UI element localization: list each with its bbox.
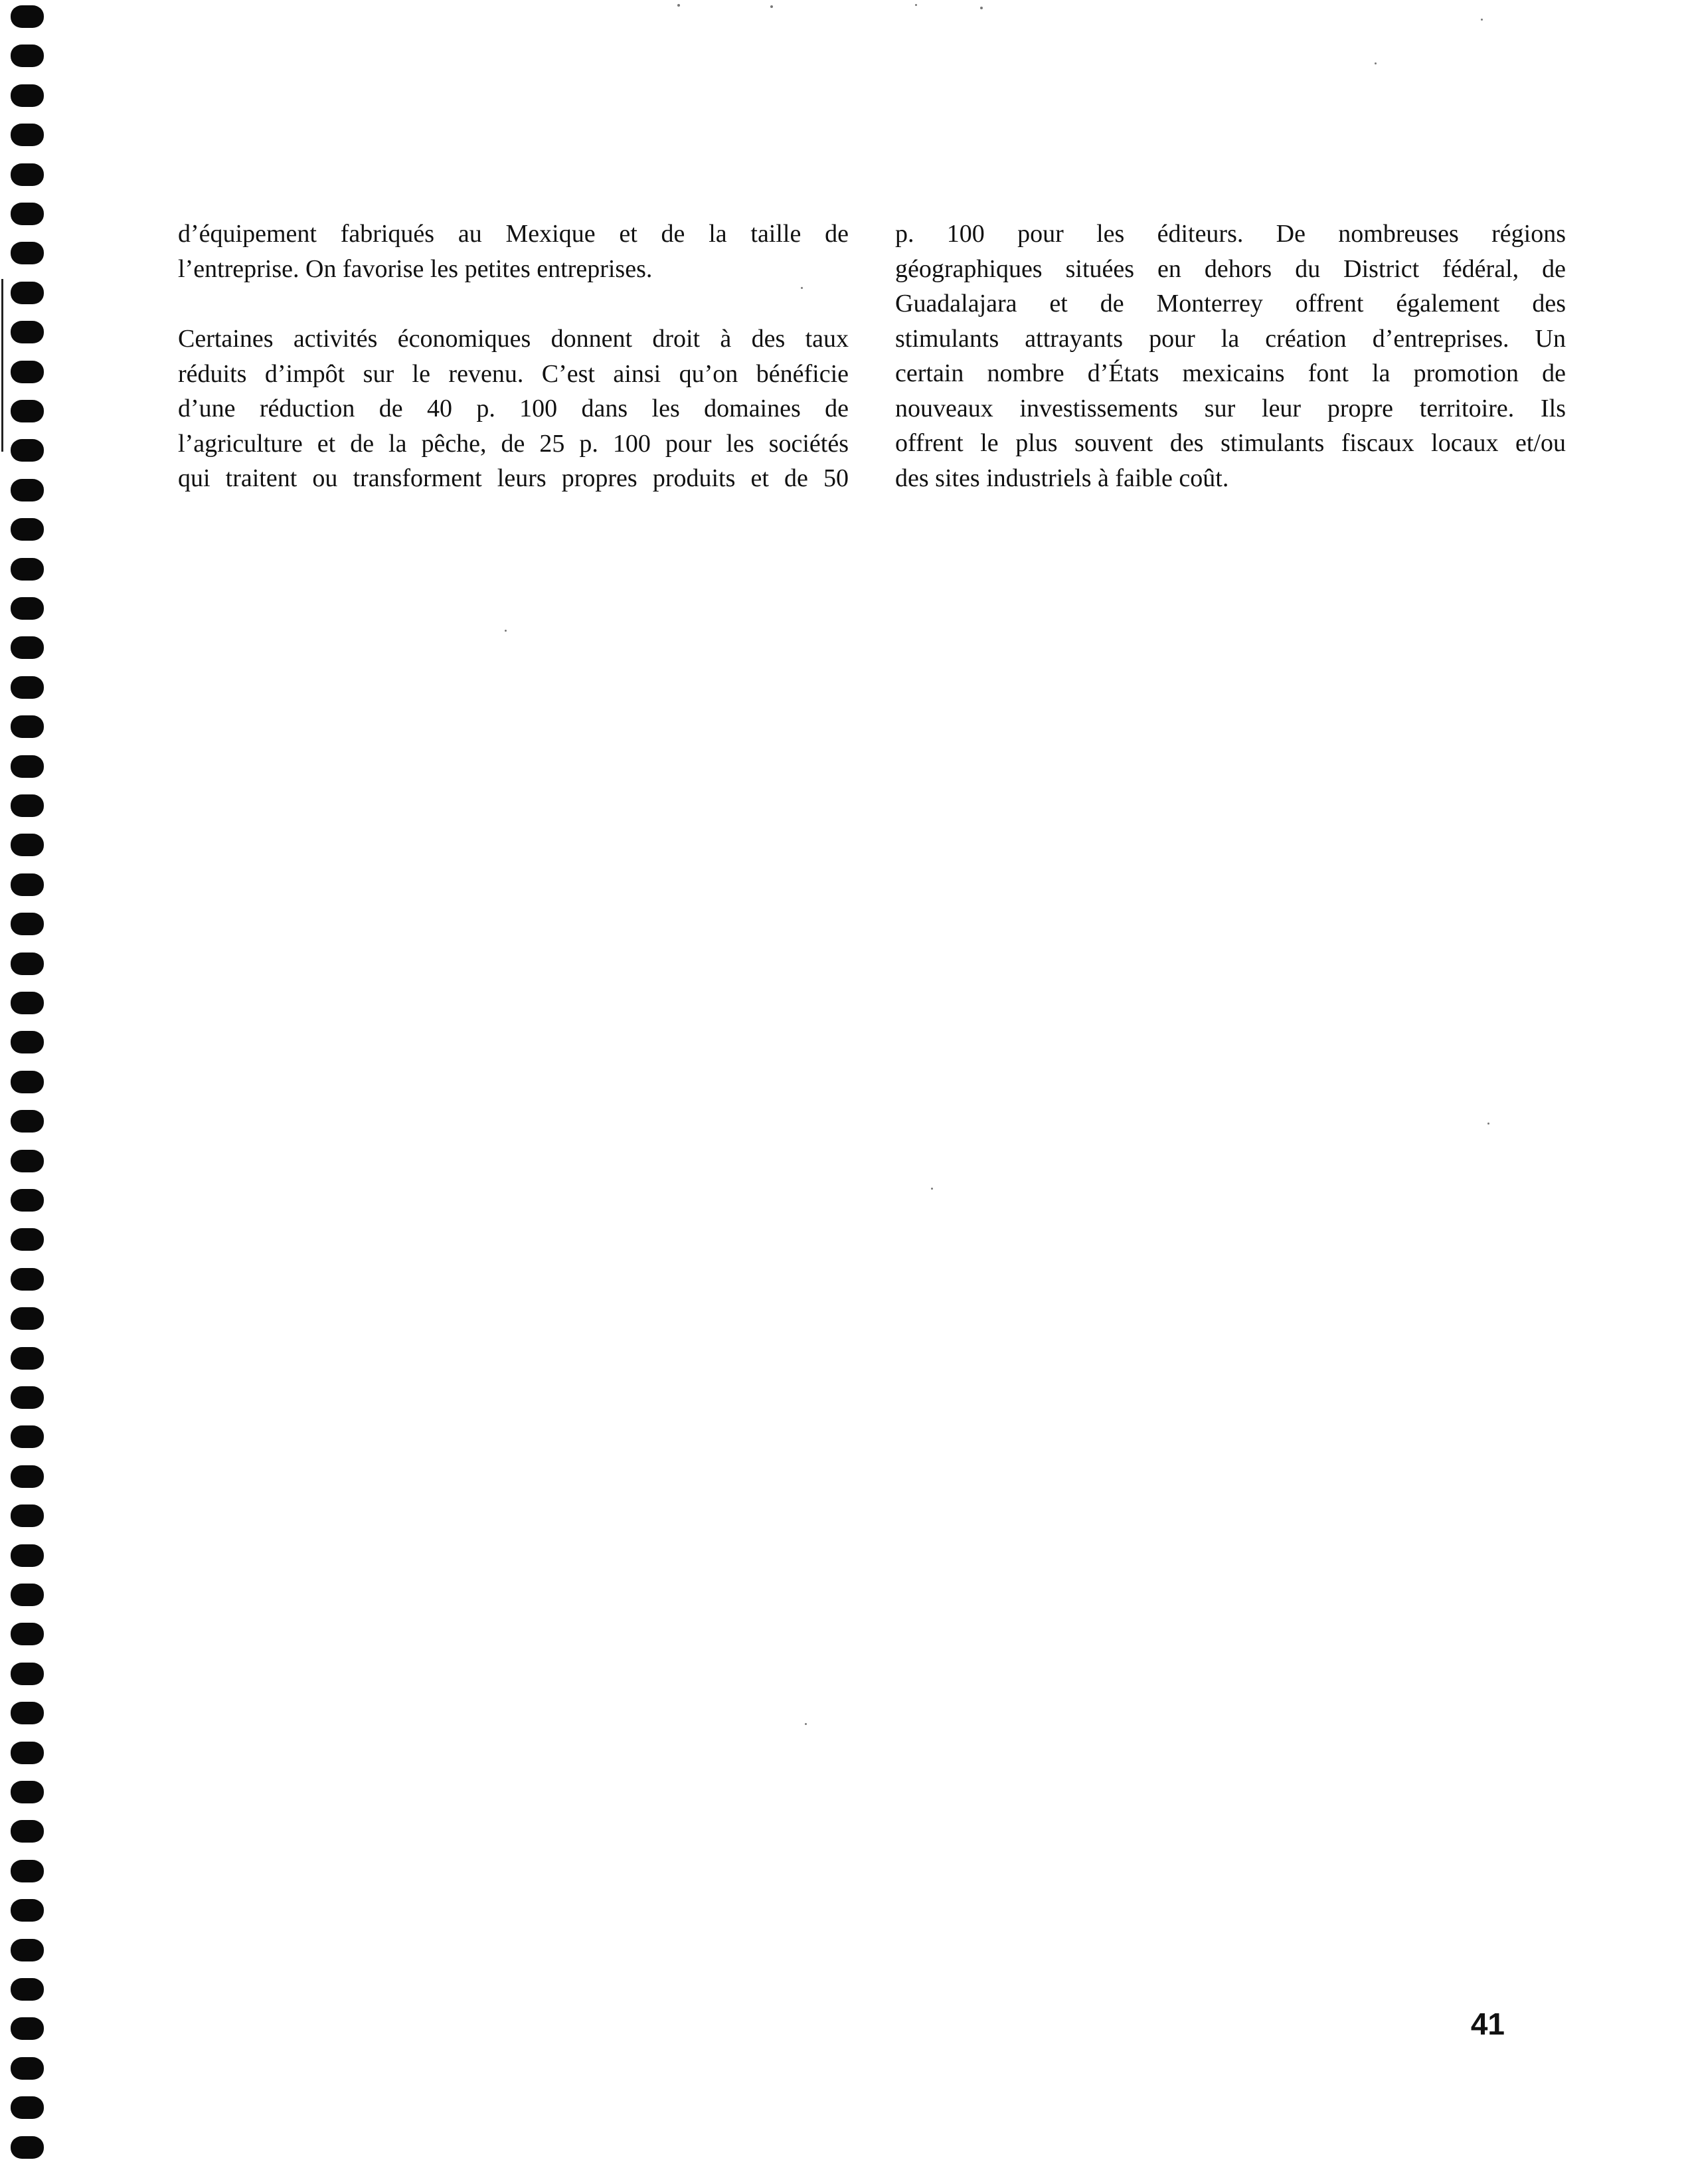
binding-hole	[11, 1189, 44, 1212]
paragraph	[178, 217, 849, 286]
right-text-column	[895, 217, 1566, 531]
binding-hole	[11, 479, 44, 501]
left-text-column	[178, 217, 849, 531]
text-line: Guadalajara et de Monterrey offrent également des	[895, 290, 1566, 318]
binding-hole	[11, 84, 44, 107]
binding-hole	[11, 1781, 44, 1803]
binding-hole	[11, 242, 44, 264]
binding-hole	[11, 1268, 44, 1291]
binding-hole	[11, 203, 44, 225]
paragraph	[178, 321, 849, 496]
binding-hole	[11, 1307, 44, 1330]
margin-rule	[1, 279, 3, 452]
text-line: l’entreprise. On favorise les petites entreprises.	[178, 254, 653, 283]
binding-hole	[11, 1623, 44, 1645]
scan-speck	[1375, 62, 1377, 64]
scan-speck	[931, 1188, 933, 1190]
binding-hole	[11, 1031, 44, 1053]
binding-hole	[11, 2096, 44, 2119]
text-line: certain nombre d’États mexicains font la promotion de	[895, 359, 1566, 387]
text-line: qui traitent ou transforment leurs propres produits et de 50	[178, 464, 849, 492]
binding-hole	[11, 400, 44, 422]
spiral-binding-holes	[11, 0, 50, 2184]
text-line: d’une réduction de 40 p. 100 dans les domaines de	[178, 395, 849, 422]
binding-hole	[11, 282, 44, 304]
binding-hole	[11, 1465, 44, 1488]
binding-hole	[11, 558, 44, 581]
text-line: géographiques situées en dehors du District fédéral, de	[895, 254, 1566, 283]
binding-hole	[11, 2057, 44, 2080]
binding-hole	[11, 1939, 44, 1961]
page-number: 41	[1470, 2007, 1505, 2041]
text-line: stimulants attrayants pour la création d’entreprises. Un	[895, 324, 1566, 353]
binding-hole	[11, 1228, 44, 1251]
binding-hole	[11, 1347, 44, 1370]
binding-hole	[11, 1978, 44, 2001]
binding-hole	[11, 1071, 44, 1093]
binding-hole	[11, 2017, 44, 2040]
scan-speck	[677, 4, 680, 7]
binding-hole	[11, 361, 44, 383]
binding-hole	[11, 676, 44, 699]
binding-hole	[11, 1386, 44, 1409]
text-line: p. 100 pour les éditeurs. De nombreuses régions	[895, 220, 1566, 248]
text-line: Certaines activités économiques donnent droit à des taux	[178, 325, 849, 353]
binding-hole	[11, 873, 44, 896]
binding-hole	[11, 1663, 44, 1685]
scan-speck	[801, 287, 803, 289]
scan-speck	[1487, 1123, 1489, 1125]
binding-hole	[11, 1899, 44, 1922]
text-line: des sites industriels à faible coût.	[895, 464, 1229, 492]
binding-hole	[11, 1860, 44, 1882]
text-line: d’équipement fabriqués au Mexique et de la taille de	[178, 220, 849, 248]
binding-hole	[11, 2136, 44, 2159]
scan-speck	[915, 4, 917, 6]
text-line: nouveaux investissements sur leur propre territoire. Ils	[895, 394, 1566, 422]
binding-hole	[11, 913, 44, 935]
binding-hole	[11, 1544, 44, 1567]
text-line: l’agriculture et de la pêche, de 25 p. 100 pour les sociétés	[178, 429, 849, 458]
scan-speck	[770, 5, 773, 8]
binding-hole	[11, 597, 44, 620]
binding-hole	[11, 1110, 44, 1133]
paragraph	[895, 217, 1566, 496]
binding-hole	[11, 1820, 44, 1843]
binding-hole	[11, 5, 44, 28]
binding-hole	[11, 992, 44, 1014]
scan-speck	[980, 7, 983, 9]
binding-hole	[11, 794, 44, 817]
binding-hole	[11, 45, 44, 67]
binding-hole	[11, 1584, 44, 1606]
binding-hole	[11, 1425, 44, 1448]
binding-hole	[11, 1504, 44, 1527]
text-line: offrent le plus souvent des stimulants fiscaux locaux et/ou	[895, 429, 1566, 457]
binding-hole	[11, 755, 44, 778]
binding-hole	[11, 1702, 44, 1724]
binding-hole	[11, 518, 44, 541]
binding-hole	[11, 321, 44, 343]
scan-speck	[805, 1723, 807, 1725]
binding-hole	[11, 636, 44, 659]
binding-hole	[11, 1150, 44, 1172]
binding-hole	[11, 124, 44, 146]
binding-hole	[11, 953, 44, 975]
scan-speck	[1481, 19, 1483, 21]
binding-hole	[11, 1742, 44, 1764]
binding-hole	[11, 163, 44, 186]
binding-hole	[11, 834, 44, 856]
binding-hole	[11, 715, 44, 738]
text-line: réduits d’impôt sur le revenu. C’est ainsi qu’on bénéficie	[178, 359, 849, 388]
scan-speck	[505, 630, 507, 632]
binding-hole	[11, 439, 44, 462]
